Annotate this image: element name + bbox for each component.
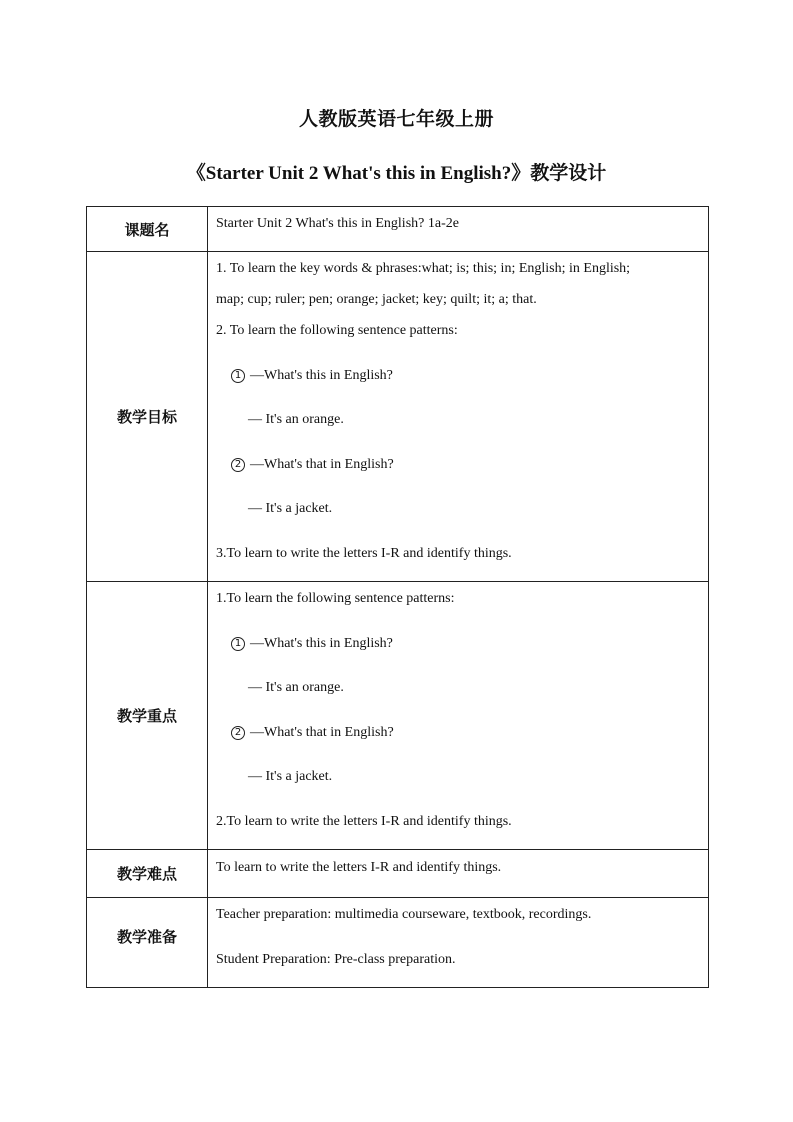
subtitle-english: 《Starter Unit 2 What's this in English?》 — [186, 163, 531, 184]
preparation-label: 教学准备 — [116, 928, 177, 946]
objectives-label: 教学目标 — [87, 252, 208, 582]
objectives-answer-2: — It's a jacket. — [248, 501, 333, 516]
objectives-line-2: map; cup; ruler; pen; orange; jacket; key; quilt; it; a; that. — [216, 292, 537, 307]
objectives-question-1-text: —What's this in English? — [250, 368, 393, 383]
objectives-cell — [208, 252, 709, 582]
circled-number-1: 1 — [231, 369, 245, 383]
preparation-label-cell — [87, 898, 208, 988]
difficulties-label: 教学难点 — [87, 850, 208, 898]
key-points-question-1-text: —What's this in English? — [250, 636, 393, 651]
difficulties-cell — [208, 850, 709, 898]
difficulties-text: To learn to write the letters I-R and identify things. — [216, 860, 502, 875]
objectives-line-4: 3.To learn to write the letters I-R and identify things. — [216, 546, 512, 561]
key-points-label: 教学重点 — [87, 582, 208, 850]
topic-row — [87, 207, 709, 252]
topic-text: Starter Unit 2 What's this in English? 1a-2e — [216, 216, 459, 231]
key-points-answer-1: — It's an orange. — [248, 680, 344, 695]
key-points-question-2-text: —What's that in English? — [250, 725, 394, 740]
document-title: 人教版英语七年级上册 — [298, 108, 494, 130]
objectives-answer-1: — It's an orange. — [248, 412, 344, 427]
objectives-question-2 — [216, 455, 708, 475]
subtitle-chinese: 教学设计 — [530, 162, 607, 184]
circled-number-2: 2 — [231, 726, 245, 740]
key-points-question-1 — [216, 634, 708, 654]
topic-cell — [208, 207, 709, 252]
key-points-line-2: 2.To learn to write the letters I-R and identify things. — [216, 814, 512, 829]
lesson-plan-table — [86, 206, 709, 988]
key-points-answer-2: — It's a jacket. — [248, 769, 333, 784]
key-points-cell — [208, 582, 709, 850]
preparation-cell — [208, 898, 709, 988]
objectives-row — [87, 252, 709, 582]
circled-number-1: 1 — [231, 637, 245, 651]
key-points-row — [87, 582, 709, 850]
objectives-question-2-text: —What's that in English? — [250, 457, 394, 472]
difficulties-row — [87, 850, 709, 898]
objectives-line-3: 2. To learn the following sentence patterns: — [216, 323, 458, 338]
preparation-row — [87, 898, 709, 988]
key-points-line-1: 1.To learn the following sentence patterns: — [216, 591, 455, 606]
document-subtitle — [0, 158, 793, 185]
student-preparation: Student Preparation: Pre-class preparation. — [216, 952, 456, 967]
objectives-question-1 — [216, 366, 708, 386]
objectives-line-1: 1. To learn the key words & phrases:what; is; this; in; English; in English; — [216, 261, 631, 276]
topic-label: 课题名 — [87, 207, 208, 252]
teacher-preparation: Teacher preparation: multimedia courseware, textbook, recordings. — [216, 907, 592, 922]
key-points-question-2 — [216, 723, 708, 743]
circled-number-2: 2 — [231, 458, 245, 472]
